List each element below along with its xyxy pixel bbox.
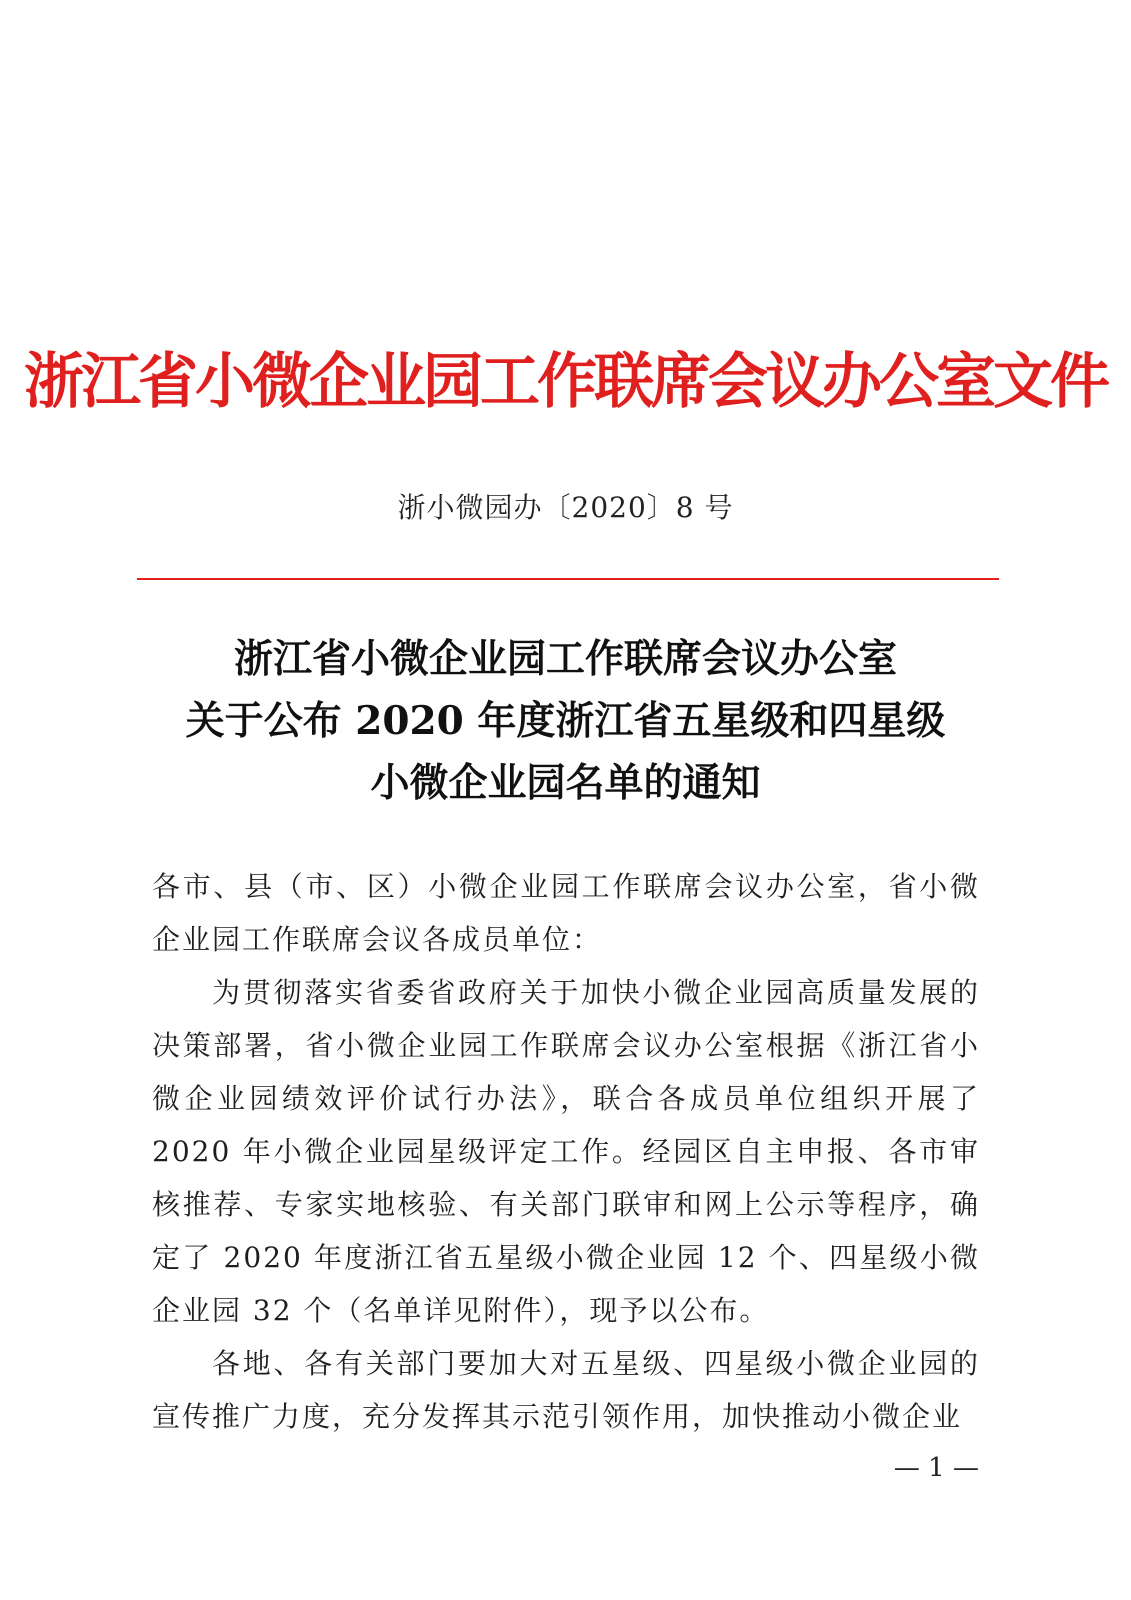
body-paragraph-2: 各地、各有关部门要加大对五星级、四星级小微企业园的宣传推广力度，充分发挥其示范引领作用，加快推动小微企业 xyxy=(152,1347,980,1433)
body-paragraph-1: 为贯彻落实省委省政府关于加快小微企业园高质量发展的决策部署，省小微企业园工作联席会议办公室根据《浙江省小微企业园绩效评价试行办法》，联合各成员单位组织开展了 2020 年小微企业园星级评定工作。经园区自主申报、各市审核推荐、专家实地核验、有关部门联审和网上公示等程序，确定了 2020 年度浙江省五星级小微企业园 12 个、四星级小微企业园 32 个（名单详见附件），现予以公布。 xyxy=(152,976,980,1327)
salutation: 各市、县（市、区）小微企业园工作联席会议办公室，省小微企业园工作联席会议各成员单位： xyxy=(152,870,980,956)
title-line-1: 浙江省小微企业园工作联席会议办公室 xyxy=(233,636,897,682)
document-title xyxy=(0,628,1131,814)
title-line-3: 小微企业园名单的通知 xyxy=(370,760,761,806)
document-body xyxy=(152,860,980,1443)
issuer-red-header: 浙江省小微企业园工作联席会议办公室文件 xyxy=(24,347,1107,417)
title-line-2: 关于公布 2020 年度浙江省五星级和四星级 xyxy=(185,698,946,744)
red-divider-line xyxy=(137,578,999,580)
page-number: — 1 — xyxy=(893,1453,979,1483)
document-number: 浙小微园办〔2020〕8 号 xyxy=(397,491,734,524)
